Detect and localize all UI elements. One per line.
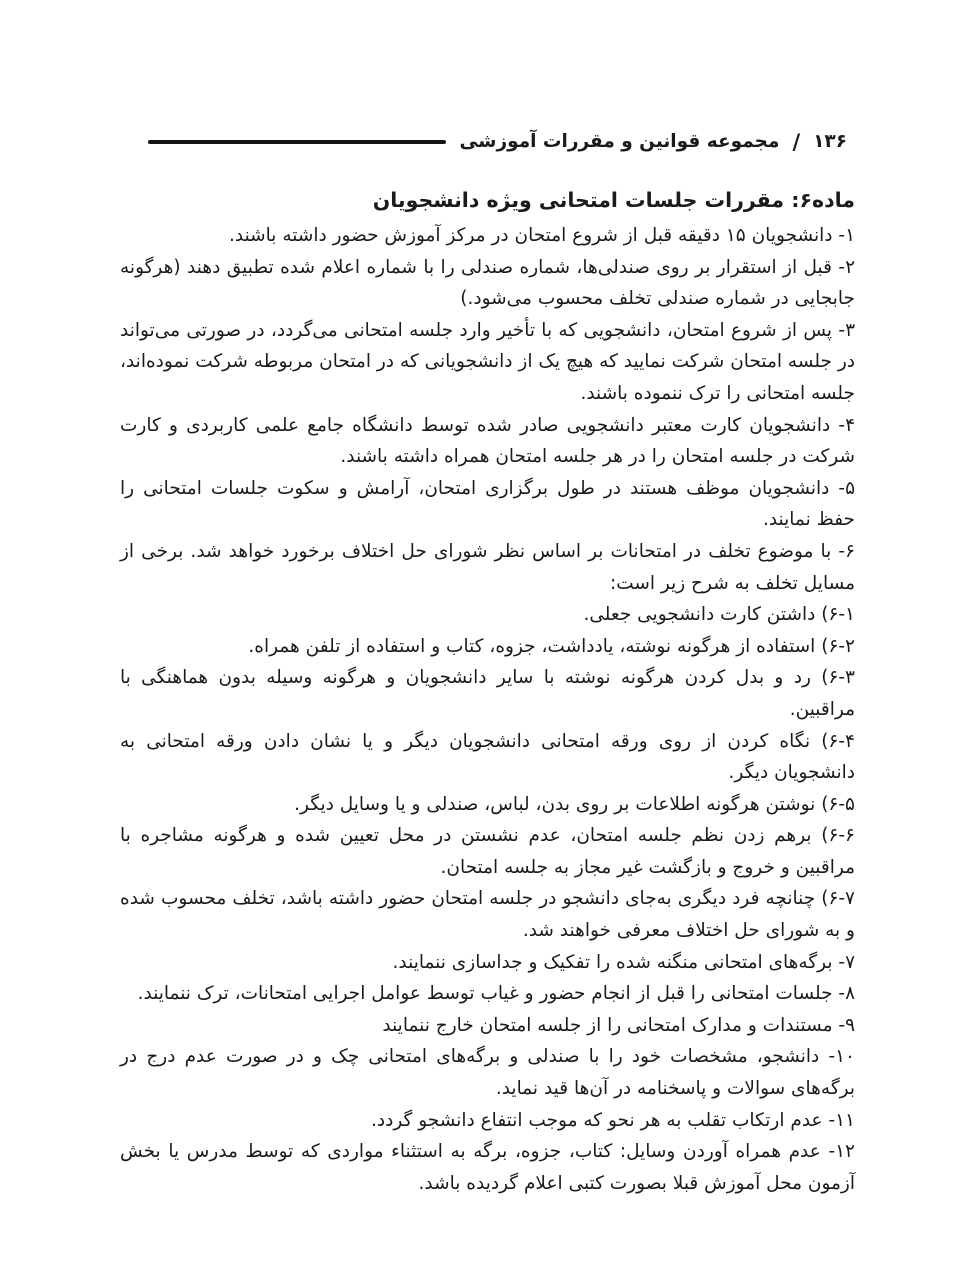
regulation-item-1: ۱- دانشجویان ۱۵ دقیقه قبل از شروع امتحان در مرکز آموزش حضور داشته باشند.	[228, 225, 855, 246]
regulation-item-10: ۱۰- دانشجو، مشخصات خود را با صندلی و برگه‌های امتحانی چک و در صورت عدم درج در برگه‌های سوالات و پاسخنامه در آن‌ها قید نماید.	[120, 1046, 855, 1100]
book-title: مجموعه قوانین و مقررات آموزشی	[459, 131, 780, 152]
regulation-item-6-1: ۶-۱) داشتن کارت دانشجویی جعلی.	[583, 604, 855, 626]
regulation-item-6-3: ۶-۳) رد و بدل کردن هرگونه نوشته با سایر دانشجویان و هرگونه وسیله بدون هماهنگی با مراقبین.	[120, 667, 855, 720]
regulation-item-6-7: ۶-۷) چنانچه فرد دیگری به‌جای دانشجو در جلسه امتحان حضور داشته باشد، تخلف محسوب شده و به شورای حل اختلاف معرفی خواهند شد.	[120, 888, 855, 942]
regulation-item-4: ۴- دانشجویان کارت معتبر دانشجویی صادر شده توسط دانشگاه جامع علمی کاربردی و کارت شرکت در جلسه امتحان را در هر جلسه امتحان همراه داشته باشند.	[120, 414, 855, 468]
regulation-item-6-2: ۶-۲) استفاده از هرگونه نوشته، یادداشت، جزوه، کتاب و استفاده از تلفن همراه.	[248, 635, 855, 657]
regulation-item-6: ۶- با موضوع تخلف در امتحانات بر اساس نظر شورای حل اختلاف برخورد خواهد شد. برخی از مسایل تخلف به شرح زیر است:	[120, 540, 855, 594]
regulation-item-3: ۳- پس از شروع امتحان، دانشجویی که با تأخیر وارد جلسه امتحانی می‌گردد، در صورتی می‌تواند در جلسه امتحان شرکت نمایید که هیچ یک از دانشجویانی که در امتحان مربوطه شرکت نموده‌اند، جلسه امتحانی را ترک ننموده باشند.	[120, 319, 855, 404]
page-header	[120, 128, 855, 156]
regulation-item-9: ۹- مستندات و مدارک امتحانی را از جلسه امتحان خارج ننمایند	[382, 1014, 855, 1036]
regulation-item-8: ۸- جلسات امتحانی را قبل از انجام حضور و غیاب توسط عوامل اجرایی امتحانات، ترک ننمایند.	[137, 983, 855, 1005]
regulation-item-2: ۲- قبل از استقرار بر روی صندلی‌ها، شماره صندلی را با شماره اعلام شده تطبیق دهند (هرگونه جابجایی در شماره صندلی تخلف محسوب می‌شود.)	[120, 256, 855, 310]
header-rule	[148, 140, 446, 144]
article-heading: ماده۶: مقررات جلسات امتحانی ویژه دانشجویان	[372, 188, 855, 212]
page-number: ۱۳۶	[813, 131, 847, 152]
regulation-item-6-4: ۶-۴) نگاه کردن از روی ورقه امتحانی دانشجویان دیگر و یا نشان دادن ورقه امتحانی به دانشجویان دیگر.	[120, 730, 855, 784]
header-separator: /	[792, 130, 801, 154]
regulation-item-6-6: ۶-۶) برهم زدن نظم جلسه امتحان، عدم نشستن در محل تعیین شده و هرگونه مشاجره با مراقبین و خروج و بازگشت غیر مجاز به جلسه امتحان.	[120, 825, 855, 878]
regulation-item-5: ۵- دانشجویان موظف هستند در طول برگزاری امتحان، آرامش و سکوت جلسات امتحانی را حفظ نمایند.	[120, 477, 855, 531]
regulation-item-7: ۷- برگه‌های امتحانی منگنه شده را تفکیک و جداسازی ننمایند.	[392, 951, 855, 973]
article-body	[120, 220, 855, 1199]
regulation-item-11: ۱۱- عدم ارتکاب تقلب به هر نحو که موجب انتفاع دانشجو گردد.	[370, 1109, 855, 1131]
regulation-item-12: ۱۲- عدم همراه آوردن وسایل: کتاب، جزوه، برگه به استثناء مواردی که توسط مدرس یا بخش آزمون محل آموزش قبلا بصورت کتبی اعلام گردیده باشد.	[120, 1141, 855, 1194]
regulation-item-6-5: ۶-۵) نوشتن هرگونه اطلاعات بر روی بدن، لباس، صندلی و یا وسایل دیگر.	[294, 793, 855, 815]
